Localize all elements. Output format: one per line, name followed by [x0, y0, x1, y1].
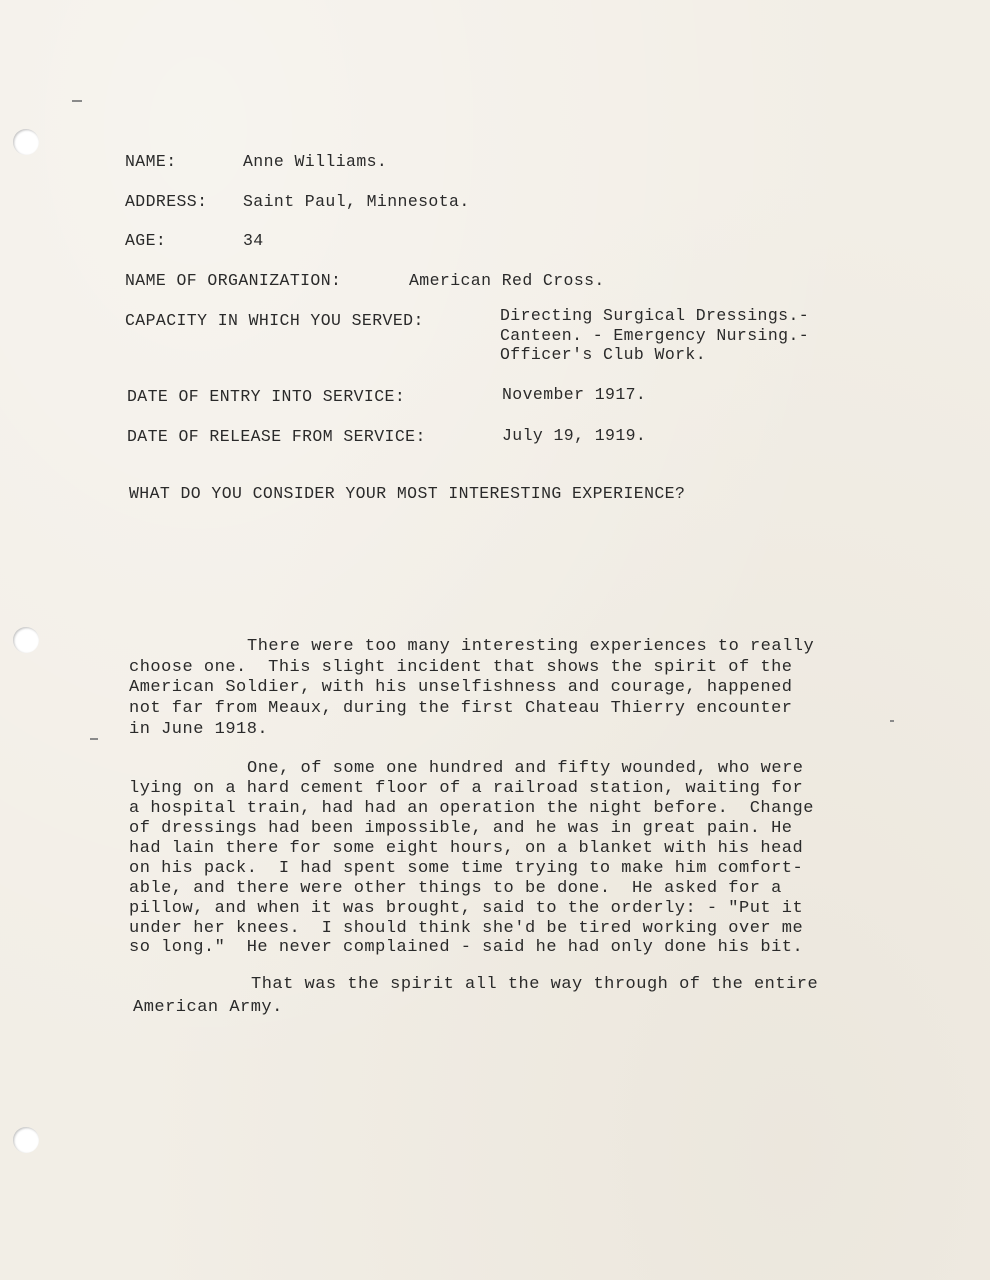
capacity-label: CAPACITY IN WHICH YOU SERVED: — [125, 311, 424, 330]
paragraph-line: American Soldier, with his unselfishness and courage, happened — [129, 678, 793, 697]
entry-value: November 1917. — [502, 385, 647, 404]
punch-hole-middle — [13, 627, 39, 653]
paragraph-line: One, of some one hundred and fifty wounded, who were — [247, 759, 804, 778]
punch-hole-bottom — [13, 1127, 39, 1153]
capacity-line: Canteen. - Emergency Nursing.- — [500, 326, 810, 345]
paragraph-line: That was the spirit all the way through of the entire — [251, 975, 819, 994]
paragraph-line: lying on a hard cement floor of a railroad station, waiting for — [129, 779, 804, 798]
paragraph-line: able, and there were other things to be done. He asked for a — [129, 879, 782, 898]
paragraph-line: choose one. This slight incident that shows the spirit of the — [129, 658, 793, 677]
experience-question: WHAT DO YOU CONSIDER YOUR MOST INTERESTING EXPERIENCE? — [129, 484, 686, 503]
entry-label: DATE OF ENTRY INTO SERVICE: — [127, 387, 406, 406]
age-label: AGE: — [125, 231, 167, 250]
name-value: Anne Williams. — [243, 152, 388, 171]
organization-label: NAME OF ORGANIZATION: — [125, 271, 342, 290]
paragraph-line: There were too many interesting experiences to really — [247, 637, 815, 656]
paragraph-line: in June 1918. — [129, 720, 269, 739]
paragraph-line: pillow, and when it was brought, said to the orderly: - "Put it — [129, 899, 804, 918]
paragraph-line: American Army. — [133, 998, 283, 1017]
margin-mark — [890, 720, 894, 722]
punch-hole-top — [13, 129, 39, 155]
paragraph-line: under her knees. I should think she'd be tired working over me — [129, 919, 804, 938]
margin-mark — [90, 738, 98, 740]
organization-value: American Red Cross. — [409, 271, 605, 290]
paragraph-line: of dressings had been impossible, and he was in great pain. He — [129, 819, 793, 838]
paragraph-line: had lain there for some eight hours, on a blanket with his head — [129, 839, 804, 858]
address-value: Saint Paul, Minnesota. — [243, 192, 470, 211]
release-value: July 19, 1919. — [502, 426, 647, 445]
name-label: NAME: — [125, 152, 177, 171]
capacity-line: Directing Surgical Dressings.- — [500, 306, 810, 325]
paragraph-line: so long." He never complained - said he had only done his bit. — [129, 938, 804, 957]
release-label: DATE OF RELEASE FROM SERVICE: — [127, 427, 426, 446]
margin-mark — [72, 100, 82, 102]
paragraph-line: on his pack. I had spent some time trying to make him comfort- — [129, 859, 804, 878]
paragraph-line: not far from Meaux, during the first Chateau Thierry encounter — [129, 699, 793, 718]
capacity-line: Officer's Club Work. — [500, 345, 707, 364]
paragraph-line: a hospital train, had had an operation the night before. Change — [129, 799, 814, 818]
address-label: ADDRESS: — [125, 192, 208, 211]
age-value: 34 — [243, 231, 264, 250]
